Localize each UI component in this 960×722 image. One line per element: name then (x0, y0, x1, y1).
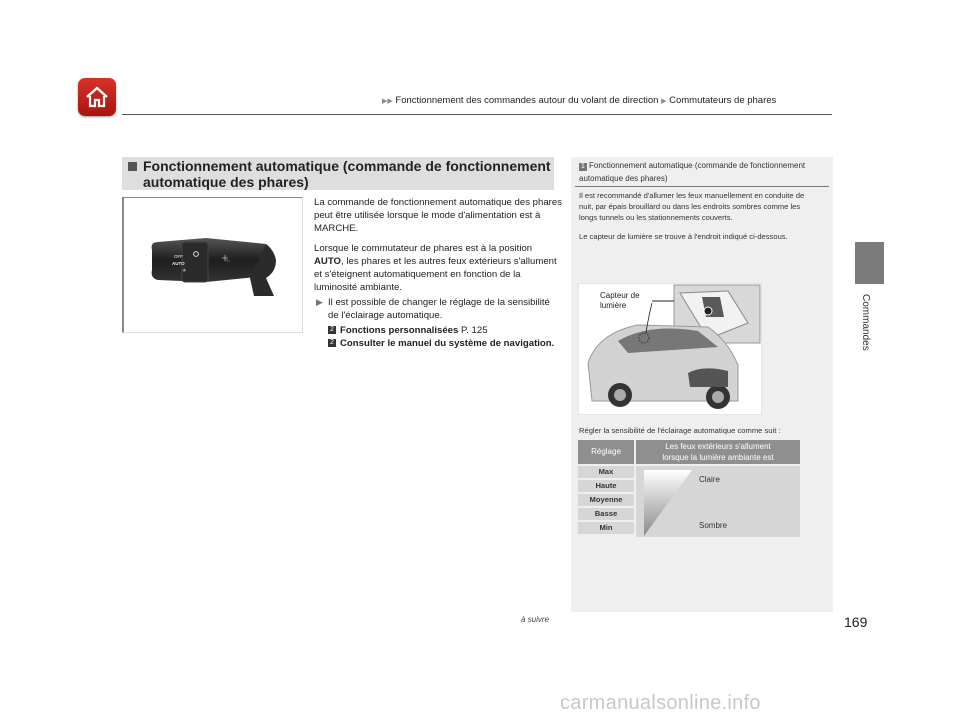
bright-label: Claire (699, 475, 720, 484)
breadcrumb-item-chapter[interactable]: Fonctionnement des commandes autour du volant de direction (395, 95, 659, 106)
reference-icon: 2 (328, 326, 336, 334)
section-title-line1: Fonctionnement automatique (commande de fonctionnement (143, 158, 551, 174)
table-row-level: Basse (578, 508, 634, 520)
note-number-icon: 1 (579, 163, 587, 171)
switch-auto-label: AUTO (172, 261, 185, 266)
table-row-level: Max (578, 466, 634, 478)
note-arrow-icon: ▶ (316, 297, 323, 307)
dark-label: Sombre (699, 521, 728, 530)
home-icon (84, 84, 110, 110)
continued-label: à suivre (521, 615, 550, 624)
sidebar-title: 1 Fonctionnement automatique (commande de fonctionnement automatique des phares) (579, 161, 806, 183)
sidebar-paragraph-1: Il est recommandé d'allumer les feux manuellement en conduite de nuit, par épais brouillard ou dans les endroits sombres comme les longs tunnels ou les stationnements couverts. (579, 191, 805, 222)
headlight-switch-image (122, 197, 303, 333)
home-button[interactable] (78, 78, 116, 116)
sensitivity-note: ▶ Il est possible de changer le réglage de la sensibilité de l'éclairage automatique. (316, 297, 550, 321)
sidebar-divider (575, 186, 829, 187)
svg-text:☀: ☀ (182, 268, 187, 274)
page-number: 169 (844, 614, 868, 630)
breadcrumb-arrow-icon: ▶ (661, 98, 667, 105)
chapter-tab-label: Commandes (860, 294, 871, 351)
chapter-tab[interactable] (855, 242, 884, 284)
body-paragraph-2: Lorsque le commutateur de phares est à la position AUTO, les phares et les autres feux extérieurs s'allument et s'éteignent automatiquement en fonction de la luminosité ambiante. (314, 243, 557, 293)
breadcrumb-arrow-icon: ▶▶ (382, 98, 393, 105)
ref-navigation-manual[interactable]: 2 Consulter le manuel du système de navigation. (328, 337, 562, 350)
breadcrumb-item-section[interactable]: Commutateurs de phares (669, 95, 777, 106)
watermark: carmanualsonline.info (560, 692, 761, 714)
section-square-icon (128, 162, 137, 171)
table-header-setting: Réglage (578, 440, 634, 464)
sidebar-paragraph-2: Le capteur de lumière se trouve à l'endroit indiqué ci-dessous. (579, 232, 788, 241)
table-row-level: Moyenne (578, 494, 634, 506)
svg-text:≡○: ≡○ (226, 258, 231, 263)
table-row-level: Min (578, 522, 634, 534)
header-divider (122, 114, 832, 115)
table-header-ambient: Les feux extérieurs s'allument lorsque la lumière ambiante est (636, 440, 800, 464)
body-paragraph-1: La commande de fonctionnement automatique des phares peut être utilisée lorsque le mode d'alimentation est à MARCHE. (314, 197, 562, 234)
sidebar-text (579, 190, 819, 250)
sensor-label: Capteur de lumière (600, 291, 640, 310)
breadcrumb (382, 95, 776, 106)
section-title-line2: automatique des phares) (143, 174, 309, 190)
table-row-level: Haute (578, 480, 634, 492)
body-text (314, 196, 562, 350)
section-heading (122, 157, 554, 190)
ref-custom-features[interactable]: 2 Fonctions personnalisées P. 125 (328, 324, 562, 337)
reference-icon: 2 (328, 339, 336, 347)
sensitivity-instruction: Régler la sensibilité de l'éclairage automatique comme suit : (579, 426, 781, 435)
switch-off-label: OFF (174, 254, 183, 259)
